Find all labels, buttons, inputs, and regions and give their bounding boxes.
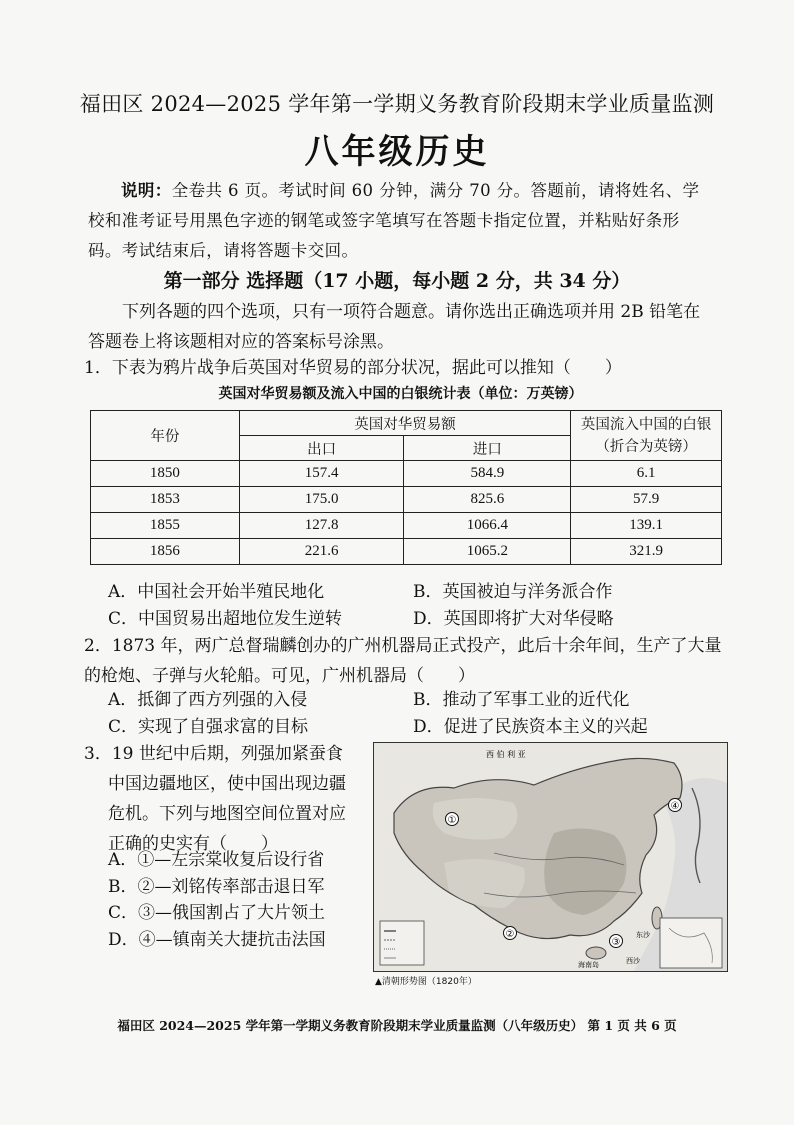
hainan-island [586, 947, 606, 959]
table-header-year: 年份 [91, 411, 240, 461]
q2-option-a[interactable]: A．抵御了西方列强的入侵 [108, 690, 308, 710]
map-caption: ▲清朝形势图（1820年） [375, 977, 477, 987]
table-cell-export: 221.6 [239, 539, 404, 565]
table-row [91, 461, 722, 487]
q3-option-c[interactable]: C．③—俄国割占了大片领土 [108, 903, 326, 923]
table-cell-export: 175.0 [239, 487, 404, 513]
q3-stem-line: 正确的史实有（ ） [108, 834, 278, 854]
instructions-text: 全卷共 6 页。考试时间 60 分钟，满分 70 分。答题前，请将姓名、学校和准考证号用黑色字迹的钢笔或签字笔填写在答题卡指定位置，并粘贴好条形码。考试结束后，请将答题卡交回。 [88, 181, 700, 260]
map-label-xisha: 西沙 [626, 957, 640, 965]
table-header-silver-line1: 英国流入中国的白银 [580, 416, 712, 433]
subject-title: 八年级历史 [304, 132, 490, 172]
table-cell-export: 127.8 [239, 513, 404, 539]
instructions [88, 176, 713, 266]
table-cell-year: 1856 [91, 539, 240, 565]
question-2-stem: 2．1873 年，两广总督瑞麟创办的广州机器局正式投产，此后十余年间，生产了大量的枪炮、子弹与火轮船。可见，广州机器局（ ） [84, 636, 722, 686]
q1-option-a[interactable]: A．中国社会开始半殖民地化 [108, 582, 325, 602]
question-1-stem: 1．下表为鸦片战争后英国对华贸易的部分状况，据此可以推知（ ） [84, 358, 622, 378]
q1-option-c[interactable]: C．中国贸易出超地位发生逆转 [108, 609, 343, 629]
qing-map-drawing [374, 743, 727, 971]
table-header-export: 出口 [239, 436, 404, 461]
map-legend [380, 921, 424, 965]
trade-table [90, 410, 722, 565]
table-header-silver-line2: （折合为英镑） [595, 438, 697, 455]
table-cell-silver: 6.1 [571, 461, 722, 487]
q3-option-a[interactable]: A．①—左宗棠收复后设行省 [108, 850, 325, 870]
exam-title: 福田区 2024—2025 学年第一学期义务教育阶段期末学业质量监测 [79, 92, 715, 116]
trade-table-caption: 英国对华贸易额及流入中国的白银统计表（单位：万英镑） [218, 386, 583, 402]
section-title: 第一部分 选择题（17 小题，每小题 2 分，共 34 分） [163, 270, 631, 292]
q2-option-d[interactable]: D．促进了民族资本主义的兴起 [413, 717, 648, 737]
qing-map [373, 742, 728, 972]
marker-2 [504, 927, 517, 941]
table-cell-year: 1850 [91, 461, 240, 487]
q3-stem-line: 危机。下列与地图空间位置对应 [108, 804, 346, 824]
q3-option-d[interactable]: D．④—镇南关大捷抗击法国 [108, 929, 326, 950]
table-cell-import: 1066.4 [404, 513, 571, 539]
question-3-stem [84, 739, 374, 859]
q1-option-d[interactable]: D．英国即将扩大对华侵略 [413, 609, 614, 629]
map-label-hainan: 海南岛 [578, 961, 599, 969]
q1-option-b[interactable]: B．英国被迫与洋务派合作 [413, 582, 613, 602]
q3-stem-line: 3．19 世纪中后期，列强加紧蚕食 [84, 744, 343, 764]
instructions-label: 说明： [121, 181, 172, 200]
table-header-import: 进口 [404, 436, 571, 461]
map-label-siberia: 西 伯 利 亚 [486, 750, 526, 759]
table-row [91, 539, 722, 565]
map-label-dongsha: 东沙 [636, 931, 650, 939]
q2-option-c[interactable]: C．实现了自强求富的目标 [108, 717, 309, 737]
q3-stem-line: 中国边疆地区，使中国出现边疆 [108, 774, 346, 794]
table-row [91, 487, 722, 513]
table-cell-silver: 139.1 [571, 513, 722, 539]
question-3-options [108, 845, 326, 951]
table-cell-import: 825.6 [404, 487, 571, 513]
marker-2-label: ② [505, 929, 515, 940]
table-cell-export: 157.4 [239, 461, 404, 487]
table-row [91, 513, 722, 539]
table-header-silver [571, 411, 722, 461]
q2-option-b[interactable]: B．推动了军事工业的近代化 [413, 690, 630, 710]
marker-1 [446, 813, 459, 827]
table-cell-import: 1065.2 [404, 539, 571, 565]
table-cell-silver: 57.9 [571, 487, 722, 513]
table-cell-import: 584.9 [404, 461, 571, 487]
q3-option-b[interactable]: B．②—刘铭传率部击退日军 [108, 876, 325, 897]
marker-1-label: ① [447, 815, 457, 826]
marker-4-label: ④ [670, 801, 680, 812]
marker-3-label: ③ [611, 937, 621, 948]
south-sea-inset [660, 918, 722, 968]
table-header-trade: 英国对华贸易额 [239, 411, 570, 436]
table-cell-year: 1855 [91, 513, 240, 539]
page-footer: 福田区 2024—2025 学年第一学期义务教育阶段期末学业质量监测（八年级历史） 第 1 页 共 6 页 [117, 1018, 677, 1033]
section-intro: 下列各题的四个选项，只有一项符合题意。请你选出正确选项并用 2B 铅笔在答题卷上将该题相对应的答案标号涂黑。 [88, 302, 701, 352]
marker-3 [610, 935, 623, 949]
table-cell-year: 1853 [91, 487, 240, 513]
table-cell-silver: 321.9 [571, 539, 722, 565]
marker-4 [669, 799, 682, 813]
